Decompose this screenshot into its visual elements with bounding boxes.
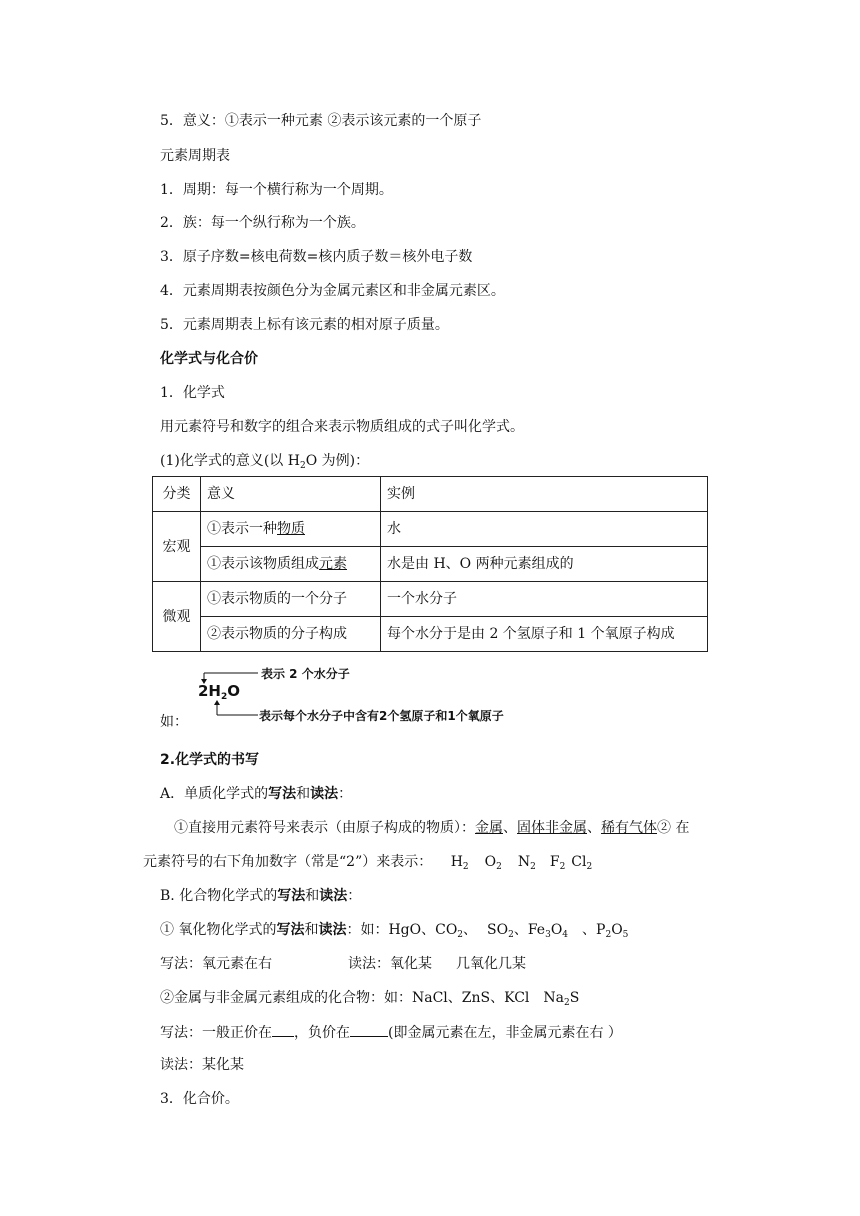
meaning-line: 5．意义：①表示一种元素 ②表示该元素的一个原子	[160, 113, 482, 129]
subscript: 5	[622, 930, 629, 940]
formula	[571, 854, 592, 870]
text: 读法：氧化某	[348, 956, 432, 972]
subscript: 2	[496, 862, 502, 872]
micro-label: 微观	[153, 582, 201, 652]
text: 元素符号的右下角加数字（常是“2”）来表示：	[143, 854, 433, 870]
text: 化学式的书写	[175, 752, 260, 768]
table-row	[153, 512, 708, 547]
example-cell: 每个水分于是由 2 个氢原子和 1 个氧原子构成	[381, 617, 708, 652]
atoms-per-molecule-note: 表示每个水分子中含有2个氢原子和1个氧原子	[259, 709, 504, 723]
text: 和	[305, 888, 320, 904]
bold-term: 写法	[276, 922, 305, 938]
compound-formula-line	[160, 886, 361, 906]
writing-heading	[160, 750, 259, 770]
text: 写法：一般正价在	[160, 1025, 272, 1041]
color-region-line: 4．元素周期表按颜色分为金属元素区和非金属元素区。	[160, 283, 505, 299]
periodic-table-heading: 元素周期表	[160, 148, 230, 164]
underlined-term: 稀有气体	[601, 820, 657, 836]
subscript: 2	[299, 461, 306, 471]
text: ，负价在	[294, 1025, 350, 1041]
text: ：	[347, 888, 362, 904]
group-line: 2．族：每一个纵行称为一个族。	[160, 215, 365, 231]
two-molecules-note: 表示 2 个水分子	[261, 667, 350, 681]
formula	[451, 854, 469, 870]
underlined-term: 元素	[319, 556, 347, 572]
bold-term: 读法	[319, 888, 348, 904]
bold-term: 读法	[310, 786, 339, 802]
text: 几氧化几某	[456, 956, 526, 972]
fill-blank	[272, 1022, 294, 1037]
text: Fe	[527, 922, 546, 938]
example-cell: 水	[381, 512, 708, 547]
text: O 为例)：	[305, 453, 370, 469]
text: 、	[582, 922, 597, 938]
text: ①表示该物质组成	[207, 556, 319, 572]
oxide-formulas	[388, 922, 628, 938]
text: ①直接用元素符号来表示（由原子构成的物质）：	[174, 820, 475, 836]
text: 2.	[160, 752, 176, 768]
header-example: 实例	[381, 477, 708, 512]
atomic-number-line: 3．原子序数=核电荷数=核内质子数＝核外电子数	[160, 249, 473, 265]
period-line: 1．周期：每一个横行称为一个周期。	[160, 182, 393, 198]
subscript: 2	[221, 692, 228, 702]
formula	[485, 854, 502, 870]
text: H	[450, 854, 463, 870]
formula	[518, 854, 536, 870]
reading-rule-line: 读法：某化某	[160, 1057, 244, 1073]
text: A．单质化学式的	[160, 786, 269, 802]
text: O	[484, 854, 497, 870]
text: Na	[543, 990, 565, 1006]
text: 、	[587, 820, 601, 836]
text: O	[550, 922, 563, 938]
subscript: 2	[530, 862, 536, 872]
element-symbol-line	[174, 818, 689, 838]
subscript-rule-line	[143, 852, 592, 872]
atomic-mass-line: 5．元素周期表上标有该元素的相对原子质量。	[160, 317, 449, 333]
text: P	[596, 922, 606, 938]
elemental-formula-line	[160, 784, 352, 804]
text: ② 在	[657, 820, 690, 836]
example-cell: 一个水分子	[381, 582, 708, 617]
subscript: 2	[559, 862, 566, 872]
header-category: 分类	[153, 477, 201, 512]
text: 、	[463, 922, 478, 938]
formula-na2s	[543, 990, 579, 1006]
text: Cl	[571, 854, 587, 870]
table-row	[153, 582, 708, 617]
text: 写法：氧元素在右	[160, 956, 272, 972]
bold-term: 读法	[318, 922, 347, 938]
subscript: 2	[457, 930, 464, 940]
table-header-row	[153, 477, 708, 512]
subscript: 2	[462, 862, 469, 872]
text: ① 氧化物化学式的	[160, 922, 277, 938]
meaning-cell: ①表示物质的一个分子	[201, 582, 381, 617]
text: SO	[487, 922, 509, 938]
subscript: 2	[508, 930, 514, 940]
header-meaning: 意义	[201, 477, 381, 512]
table-row	[153, 617, 708, 652]
text: 和	[304, 922, 319, 938]
text: O	[611, 922, 623, 938]
meaning-intro-line	[160, 451, 369, 471]
meaning-cell: ②表示物质的分子构成	[201, 617, 381, 652]
salt-formulas: NaCl、ZnS、KCl	[412, 990, 530, 1006]
text: ：	[338, 786, 353, 802]
writing-rule-line	[160, 1022, 622, 1043]
underlined-term: 物质	[277, 521, 305, 537]
text: 2H	[198, 682, 221, 700]
subscript: 2	[564, 998, 570, 1008]
oxide-rule-line	[160, 954, 526, 974]
example-cell: 水是由 H、O 两种元素组成的	[381, 547, 708, 582]
text: ①表示一种	[207, 521, 277, 537]
text: N	[517, 854, 531, 870]
text: (1)化学式的意义(以 H	[160, 453, 300, 469]
text: F	[549, 854, 560, 870]
text: (即金属元素在左，非金属元素在右 ）	[388, 1025, 622, 1041]
meaning-cell	[201, 512, 381, 547]
meaning-cell	[201, 547, 381, 582]
fill-blank	[350, 1022, 388, 1037]
valence-heading: 3．化合价。	[160, 1091, 239, 1107]
chemical-formula-heading: 1．化学式	[160, 385, 225, 401]
text: S	[569, 990, 580, 1006]
element-formulas	[446, 854, 592, 870]
meaning-table	[152, 476, 708, 652]
underlined-term: 金属	[475, 820, 503, 836]
text: 、	[513, 922, 528, 938]
subscript: 4	[562, 930, 569, 940]
text: ②金属与非金属元素组成的化合物：如：	[160, 990, 412, 1006]
subscript: 2	[586, 862, 593, 872]
underlined-term: 固体非金属	[517, 820, 587, 836]
definition-line: 用元素符号和数字的组合来表示物质组成的式子叫化学式。	[160, 419, 524, 435]
table-row	[153, 547, 708, 582]
text: 和	[296, 786, 311, 802]
subscript: 3	[545, 930, 551, 940]
bold-term: 写法	[277, 888, 306, 904]
oxide-formula-line	[160, 920, 628, 940]
text: HgO、CO	[388, 922, 458, 938]
metal-nonmetal-line	[160, 988, 579, 1008]
text: 、	[503, 820, 517, 836]
section-heading: 化学式与化合价	[160, 351, 258, 367]
macro-label: 宏观	[153, 512, 201, 582]
formula-2h2o	[198, 682, 240, 700]
formula	[550, 854, 565, 870]
example-label: 如：	[160, 714, 188, 730]
text: O	[227, 682, 241, 700]
bold-term: 写法	[268, 786, 297, 802]
text: B. 化合物化学式的	[160, 888, 278, 904]
subscript: 2	[605, 930, 612, 940]
text: ：如：	[346, 922, 389, 938]
formula-annotation-figure	[198, 660, 578, 724]
bottom-arrow-head	[214, 700, 220, 705]
